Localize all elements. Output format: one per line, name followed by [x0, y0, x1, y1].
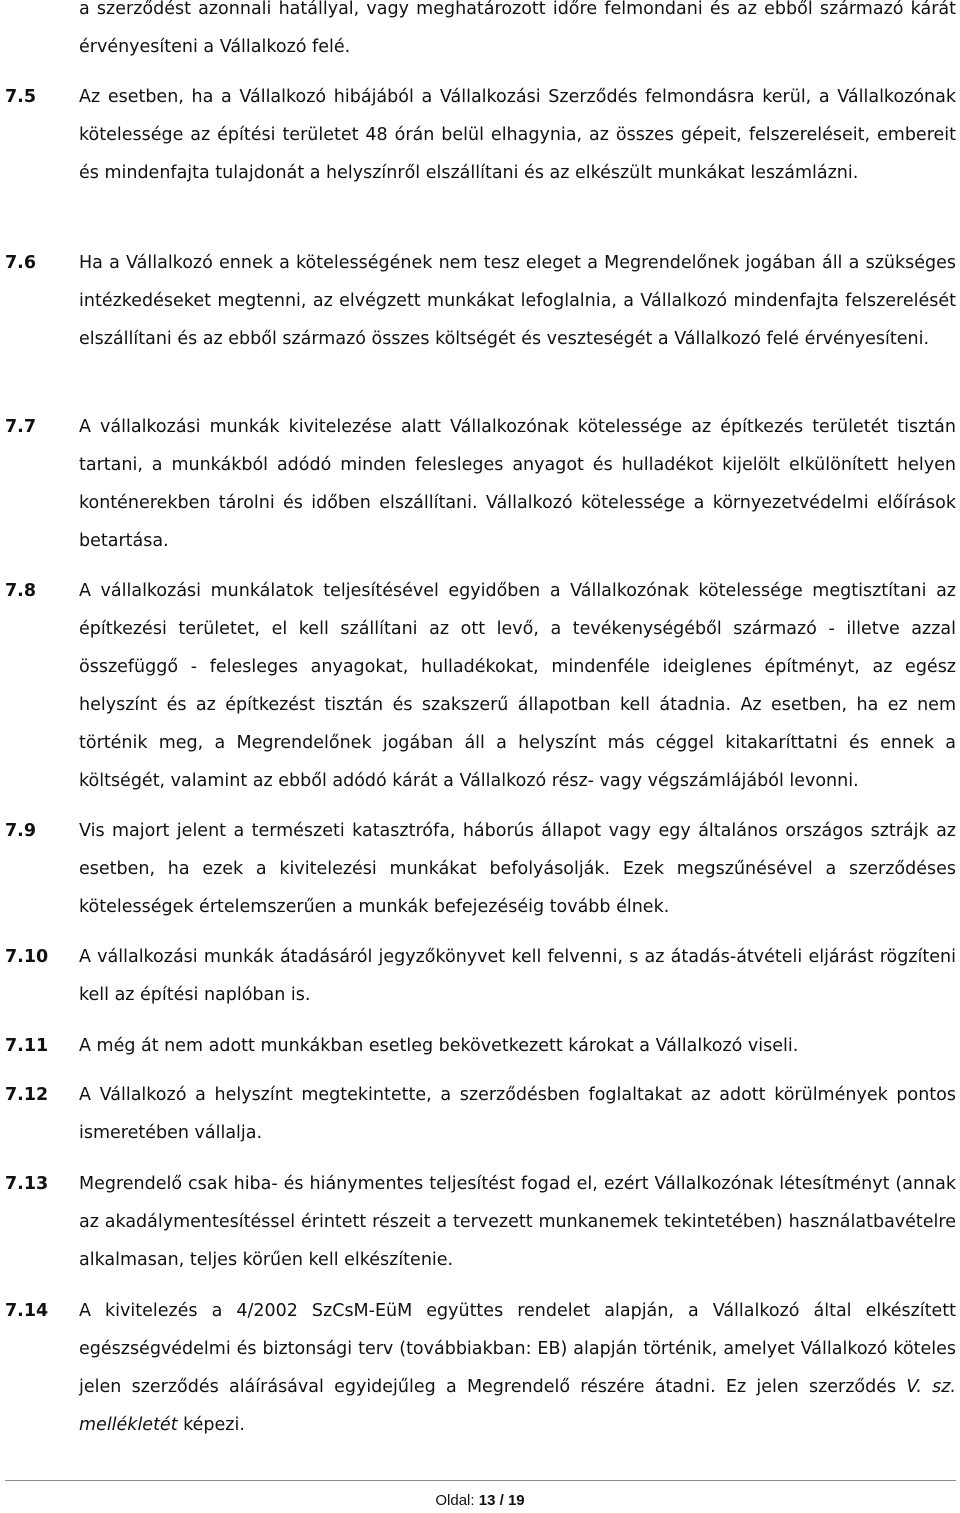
- paragraph-7-13: [0, 1165, 956, 1279]
- paragraph-number: 7.8: [5, 581, 37, 601]
- page-label: Oldal:: [435, 1492, 475, 1509]
- paragraph-text: A vállalkozási munkálatok teljesítésével egyidőben a Vállalkozónak kötelessége megtisztítani az építkezési területet, el kell szállítani az ott levő, a tevékenységéből származó - illetve azzal összefüggő - felesleges anyagokat, hulladékokat, mindenféle ideiglenes építményt, az egész helyszínt és az építkezést tisztán és szakszerű állapotban kell átadnia. Az esetben, ha ez nem történik meg, a Megrendelőnek jogában áll a helyszínt más céggel kitakaríttatni és ennek a költségét, valamint az ebből adódó kárát a Vállalkozó rész- vagy végszámlájából levonni.: [79, 581, 956, 791]
- page-separator: /: [499, 1492, 504, 1509]
- paragraph-7-9: [0, 812, 956, 926]
- paragraph-text: A még át nem adott munkákban esetleg bekövetkezett károkat a Vállalkozó viseli.: [79, 1036, 799, 1056]
- paragraph-text-part: A kivitelezés a 4/2002 SzCsM-EüM együttes rendelet alapján, a Vállalkozó által elkészített egészségvédelmi és biztonsági terv (továbbiakban: EB) alapján történik, amelyet Vállalkozó köteles jelen szerződés aláírásával egyidejűleg a Megrendelő részére átadni. Ez jelen szerződés: [79, 1301, 956, 1397]
- paragraph-7-5: [0, 78, 956, 192]
- paragraph-number: 7.5: [5, 87, 37, 107]
- page-total: 19: [507, 1492, 525, 1509]
- intro-paragraph: [0, 0, 956, 66]
- page-current: 13: [478, 1492, 496, 1509]
- paragraph-number: 7.12: [5, 1085, 49, 1105]
- paragraph-number: 7.14: [5, 1301, 49, 1321]
- paragraph-text: A vállalkozási munkák kivitelezése alatt Vállalkozónak kötelessége az építkezés területét tisztán tartani, a munkákból adódó minden felesleges anyagot és hulladékot kijelölt elkülönített helyen konténerekben tárolni és időben elszállítani. Vállalkozó kötelessége a környezetvédelmi előírások betartása.: [79, 417, 956, 551]
- paragraph-text: A vállalkozási munkák átadásáról jegyzőkönyvet kell felvenni, s az átadás-átvételi eljárást rögzíteni kell az építési naplóban is.: [79, 947, 956, 1005]
- paragraph-7-12: [0, 1076, 956, 1152]
- paragraph-text-part: képezi.: [177, 1415, 245, 1435]
- paragraph-7-6: [0, 244, 956, 358]
- paragraph-text: Az esetben, ha a Vállalkozó hibájából a Vállalkozási Szerződés felmondásra kerül, a Vállalkozónak kötelessége az építési területet 48 órán belül elhagynia, az összes gépeit, felszereléseit, embereit és mindenfajta tulajdonát a helyszínről elszállítani és az elkészült munkákat leszámlázni.: [79, 87, 956, 183]
- paragraph-number: 7.11: [5, 1036, 49, 1056]
- paragraph-7-8: [0, 572, 956, 800]
- footer-divider: [5, 1480, 956, 1481]
- paragraph-7-7: [0, 408, 956, 560]
- paragraph-number: 7.9: [5, 821, 37, 841]
- paragraph-number: 7.6: [5, 253, 37, 273]
- paragraph-7-11: [0, 1027, 956, 1065]
- paragraph-number: 7.10: [5, 947, 49, 967]
- paragraph-text: Megrendelő csak hiba- és hiánymentes teljesítést fogad el, ezért Vállalkozónak létesítményt (annak az akadálymentesítéssel érintett részeit a tervezett munkanemek tekintetében) használatbavételre alkalmasan, teljes körűen kell elkészítenie.: [79, 1174, 956, 1270]
- paragraph-text: [79, 1292, 956, 1444]
- paragraph-text: Vis majort jelent a természeti katasztrófa, háborús állapot vagy egy általános országos sztrájk az esetben, ha ezek a kivitelezési munkákat befolyásolják. Ezek megszűnésével a szerződéses kötelességek értelemszerűen a munkák befejezéséig tovább élnek.: [79, 821, 956, 917]
- paragraph-text: A Vállalkozó a helyszínt megtekintette, a szerződésben foglaltakat az adott körülmények pontos ismeretében vállalja.: [79, 1085, 956, 1143]
- paragraph-7-10: [0, 938, 956, 1014]
- paragraph-number: 7.13: [5, 1174, 49, 1194]
- paragraph-text: a szerződést azonnali hatállyal, vagy meghatározott időre felmondani és az ebből származó kárát érvényesíteni a Vállalkozó felé.: [79, 0, 956, 57]
- page-footer: [0, 1492, 960, 1509]
- paragraph-7-14: [0, 1292, 956, 1444]
- paragraph-number: 7.7: [5, 417, 37, 437]
- annex-reference: V. sz. mellékletét: [79, 1377, 956, 1435]
- paragraph-text: Ha a Vállalkozó ennek a kötelességének nem tesz eleget a Megrendelőnek jogában áll a szükséges intézkedéseket megtenni, az elvégzett munkákat lefoglalnia, a Vállalkozó mindenfajta felszerelését elszállítani és az ebből származó összes költségét és veszteségét a Vállalkozó felé érvényesíteni.: [79, 253, 956, 349]
